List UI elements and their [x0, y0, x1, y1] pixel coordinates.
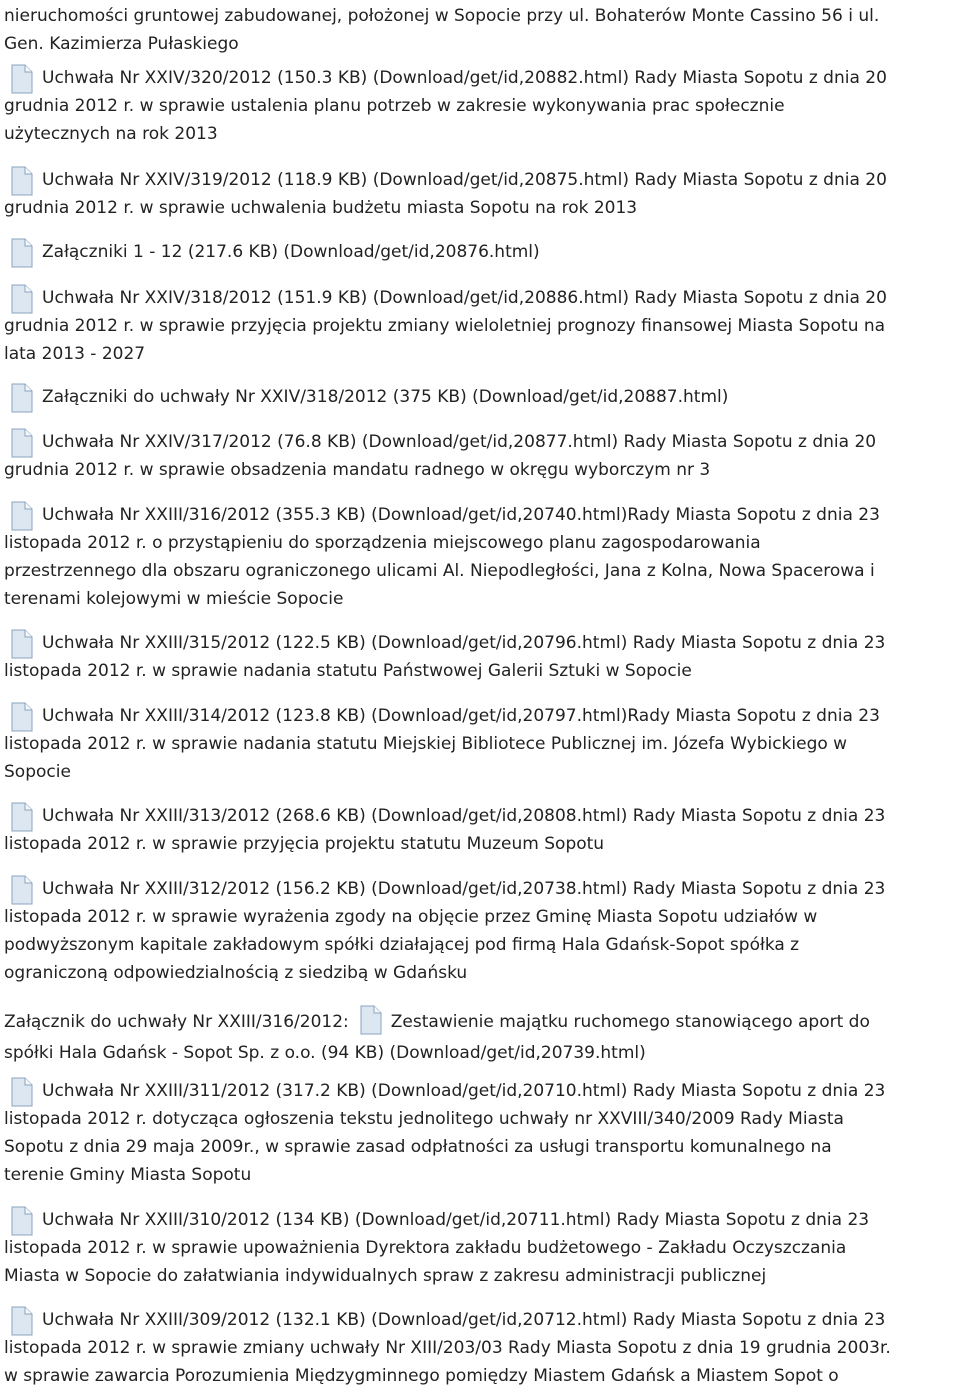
- file-icon: [10, 166, 34, 196]
- resolution-description: listopada 2012 r. w sprawie nadania statutu Państwowej Galerii Sztuki w Sopocie: [4, 661, 692, 681]
- resolution-entry: [4, 501, 958, 613]
- intro-line: nieruchomości gruntowej zabudowanej, położonej w Sopocie przy ul. Bohaterów Monte Cassino 56 i ul.: [4, 6, 880, 26]
- file-icon: [10, 1206, 34, 1236]
- resolution-entry: [4, 166, 958, 222]
- resolution-description: listopada 2012 r. w sprawie przyjęcia projektu statutu Muzeum Sopotu: [4, 834, 605, 854]
- resolution-entry: [4, 629, 958, 685]
- resolution-description: Sopotu z dnia 29 maja 2009r., w sprawie zasad odpłatności za usługi transportu komunalnego na: [4, 1137, 832, 1157]
- resolution-entry: [4, 802, 958, 858]
- resolution-description: grudnia 2012 r. w sprawie obsadzenia mandatu radnego w okręgu wyborczym nr 3: [4, 460, 711, 480]
- resolution-link[interactable]: Uchwała Nr XXIII/313/2012 (268.6 KB) (Download/get/id,20808.html) Rady Miasta Sopotu z dnia 23: [42, 806, 886, 826]
- attachment-entry: [4, 238, 958, 266]
- resolution-description: Miasta w Sopocie do załatwiania indywidualnych spraw z zakresu administracji publicznej: [4, 1266, 767, 1286]
- resolution-link[interactable]: Uchwała Nr XXIII/309/2012 (132.1 KB) (Download/get/id,20712.html) Rady Miasta Sopotu z dnia 23: [42, 1310, 886, 1330]
- attachment-link[interactable]: Załączniki do uchwały Nr XXIV/318/2012 (375 KB) (Download/get/id,20887.html): [42, 387, 729, 407]
- resolution-description: listopada 2012 r. dotycząca ogłoszenia tekstu jednolitego uchwały nr XXVIII/340/2009 Rady Miasta: [4, 1109, 844, 1129]
- attachment-prefix: Załącznik do uchwały Nr XXIII/316/2012:: [4, 1012, 349, 1032]
- file-icon: [10, 284, 34, 314]
- resolution-link[interactable]: Uchwała Nr XXIV/320/2012 (150.3 KB) (Download/get/id,20882.html) Rady Miasta Sopotu z dnia 20: [42, 68, 887, 88]
- file-icon: [10, 64, 34, 94]
- resolution-description: użytecznych na rok 2013: [4, 124, 218, 144]
- file-icon: [10, 1306, 34, 1336]
- resolution-description: listopada 2012 r. w sprawie upoważnienia Dyrektora zakładu budżetowego - Zakładu Oczyszczania: [4, 1238, 847, 1258]
- resolution-link[interactable]: Uchwała Nr XXIV/319/2012 (118.9 KB) (Download/get/id,20875.html) Rady Miasta Sopotu z dnia 20: [42, 170, 887, 190]
- attachment-link[interactable]: Załączniki 1 - 12 (217.6 KB) (Download/get/id,20876.html): [42, 242, 540, 262]
- resolution-link[interactable]: Uchwała Nr XXIII/311/2012 (317.2 KB) (Download/get/id,20710.html) Rady Miasta Sopotu z dnia 23: [42, 1081, 886, 1101]
- resolution-link[interactable]: Uchwała Nr XXIII/315/2012 (122.5 KB) (Download/get/id,20796.html) Rady Miasta Sopotu z dnia 23: [42, 633, 886, 653]
- file-icon: [359, 1005, 383, 1035]
- intro-paragraph: [4, 2, 958, 58]
- resolution-entry: [4, 1206, 958, 1290]
- attachment-link[interactable]: Zestawienie majątku ruchomego stanowiącego aport do: [390, 1012, 870, 1032]
- file-icon: [10, 501, 34, 531]
- resolution-entry: [4, 428, 958, 484]
- resolution-entry: [4, 875, 958, 987]
- resolution-description: terenie Gminy Miasta Sopotu: [4, 1165, 252, 1185]
- file-icon: [10, 238, 34, 268]
- file-icon: [10, 629, 34, 659]
- resolution-description: listopada 2012 r. w sprawie nadania statutu Miejskiej Bibliotece Publicznej im. Józefa Wybickiego w: [4, 734, 848, 754]
- file-icon: [10, 428, 34, 458]
- resolution-entry: [4, 1306, 958, 1390]
- resolution-description: terenami kolejowymi w mieście Sopocie: [4, 589, 344, 609]
- resolution-description: listopada 2012 r. w sprawie zmiany uchwały Nr XIII/203/03 Rady Miasta Sopotu z dnia 19 grudnia 2003r.: [4, 1338, 891, 1358]
- resolution-description: podwyższonym kapitale zakładowym spółki działającej pod firmą Hala Gdańsk-Sopot spółka z: [4, 935, 800, 955]
- attachment-entry: [4, 383, 958, 411]
- resolution-description: listopada 2012 r. o przystąpieniu do sporządzenia miejscowego planu zagospodarowania: [4, 533, 761, 553]
- resolution-link[interactable]: Uchwała Nr XXIII/314/2012 (123.8 KB) (Download/get/id,20797.html)Rady Miasta Sopotu z dnia 23: [42, 706, 880, 726]
- resolution-description: w sprawie zawarcia Porozumienia Międzygminnego pomiędzy Miastem Gdańsk a Miastem Sopot o: [4, 1366, 839, 1386]
- resolution-entry: [4, 64, 958, 148]
- resolution-description: grudnia 2012 r. w sprawie uchwalenia budżetu miasta Sopotu na rok 2013: [4, 198, 638, 218]
- resolution-link[interactable]: Uchwała Nr XXIII/310/2012 (134 KB) (Download/get/id,20711.html) Rady Miasta Sopotu z dnia 23: [42, 1210, 870, 1230]
- resolution-description: ograniczoną odpowiedzialnością z siedzibą w Gdańsku: [4, 963, 468, 983]
- resolution-description: grudnia 2012 r. w sprawie ustalenia planu potrzeb w zakresie wykonywania prac społecznie: [4, 96, 785, 116]
- resolution-entry: [4, 284, 958, 368]
- resolution-description: listopada 2012 r. w sprawie wyrażenia zgody na objęcie przez Gminę Miasta Sopotu udziałów w: [4, 907, 818, 927]
- resolution-link[interactable]: Uchwała Nr XXIV/318/2012 (151.9 KB) (Download/get/id,20886.html) Rady Miasta Sopotu z dnia 20: [42, 288, 887, 308]
- intro-line: Gen. Kazimierza Pułaskiego: [4, 34, 239, 54]
- resolution-description: lata 2013 - 2027: [4, 344, 146, 364]
- file-icon: [10, 875, 34, 905]
- resolution-description: grudnia 2012 r. w sprawie przyjęcia projektu zmiany wieloletniej prognozy finansowej Miasta Sopotu na: [4, 316, 886, 336]
- resolution-entry: [4, 1077, 958, 1189]
- resolution-link[interactable]: Uchwała Nr XXIII/312/2012 (156.2 KB) (Download/get/id,20738.html) Rady Miasta Sopotu z dnia 23: [42, 879, 886, 899]
- resolution-link[interactable]: Uchwała Nr XXIV/317/2012 (76.8 KB) (Download/get/id,20877.html) Rady Miasta Sopotu z dnia 20: [42, 432, 877, 452]
- file-icon: [10, 802, 34, 832]
- file-icon: [10, 383, 34, 413]
- attachment-link-continued[interactable]: spółki Hala Gdańsk - Sopot Sp. z o.o. (94 KB) (Download/get/id,20739.html): [4, 1043, 646, 1063]
- resolution-entry: [4, 702, 958, 786]
- resolution-link[interactable]: Uchwała Nr XXIII/316/2012 (355.3 KB) (Download/get/id,20740.html)Rady Miasta Sopotu z dnia 23: [42, 505, 880, 525]
- resolution-description: Sopocie: [4, 762, 71, 782]
- file-icon: [10, 1077, 34, 1107]
- resolution-description: przestrzennego dla obszaru ograniczonego ulicami Al. Niepodległości, Jana z Kolna, Nowa Spacerowa i: [4, 561, 875, 581]
- file-icon: [10, 702, 34, 732]
- attachment-paragraph: [4, 1005, 958, 1067]
